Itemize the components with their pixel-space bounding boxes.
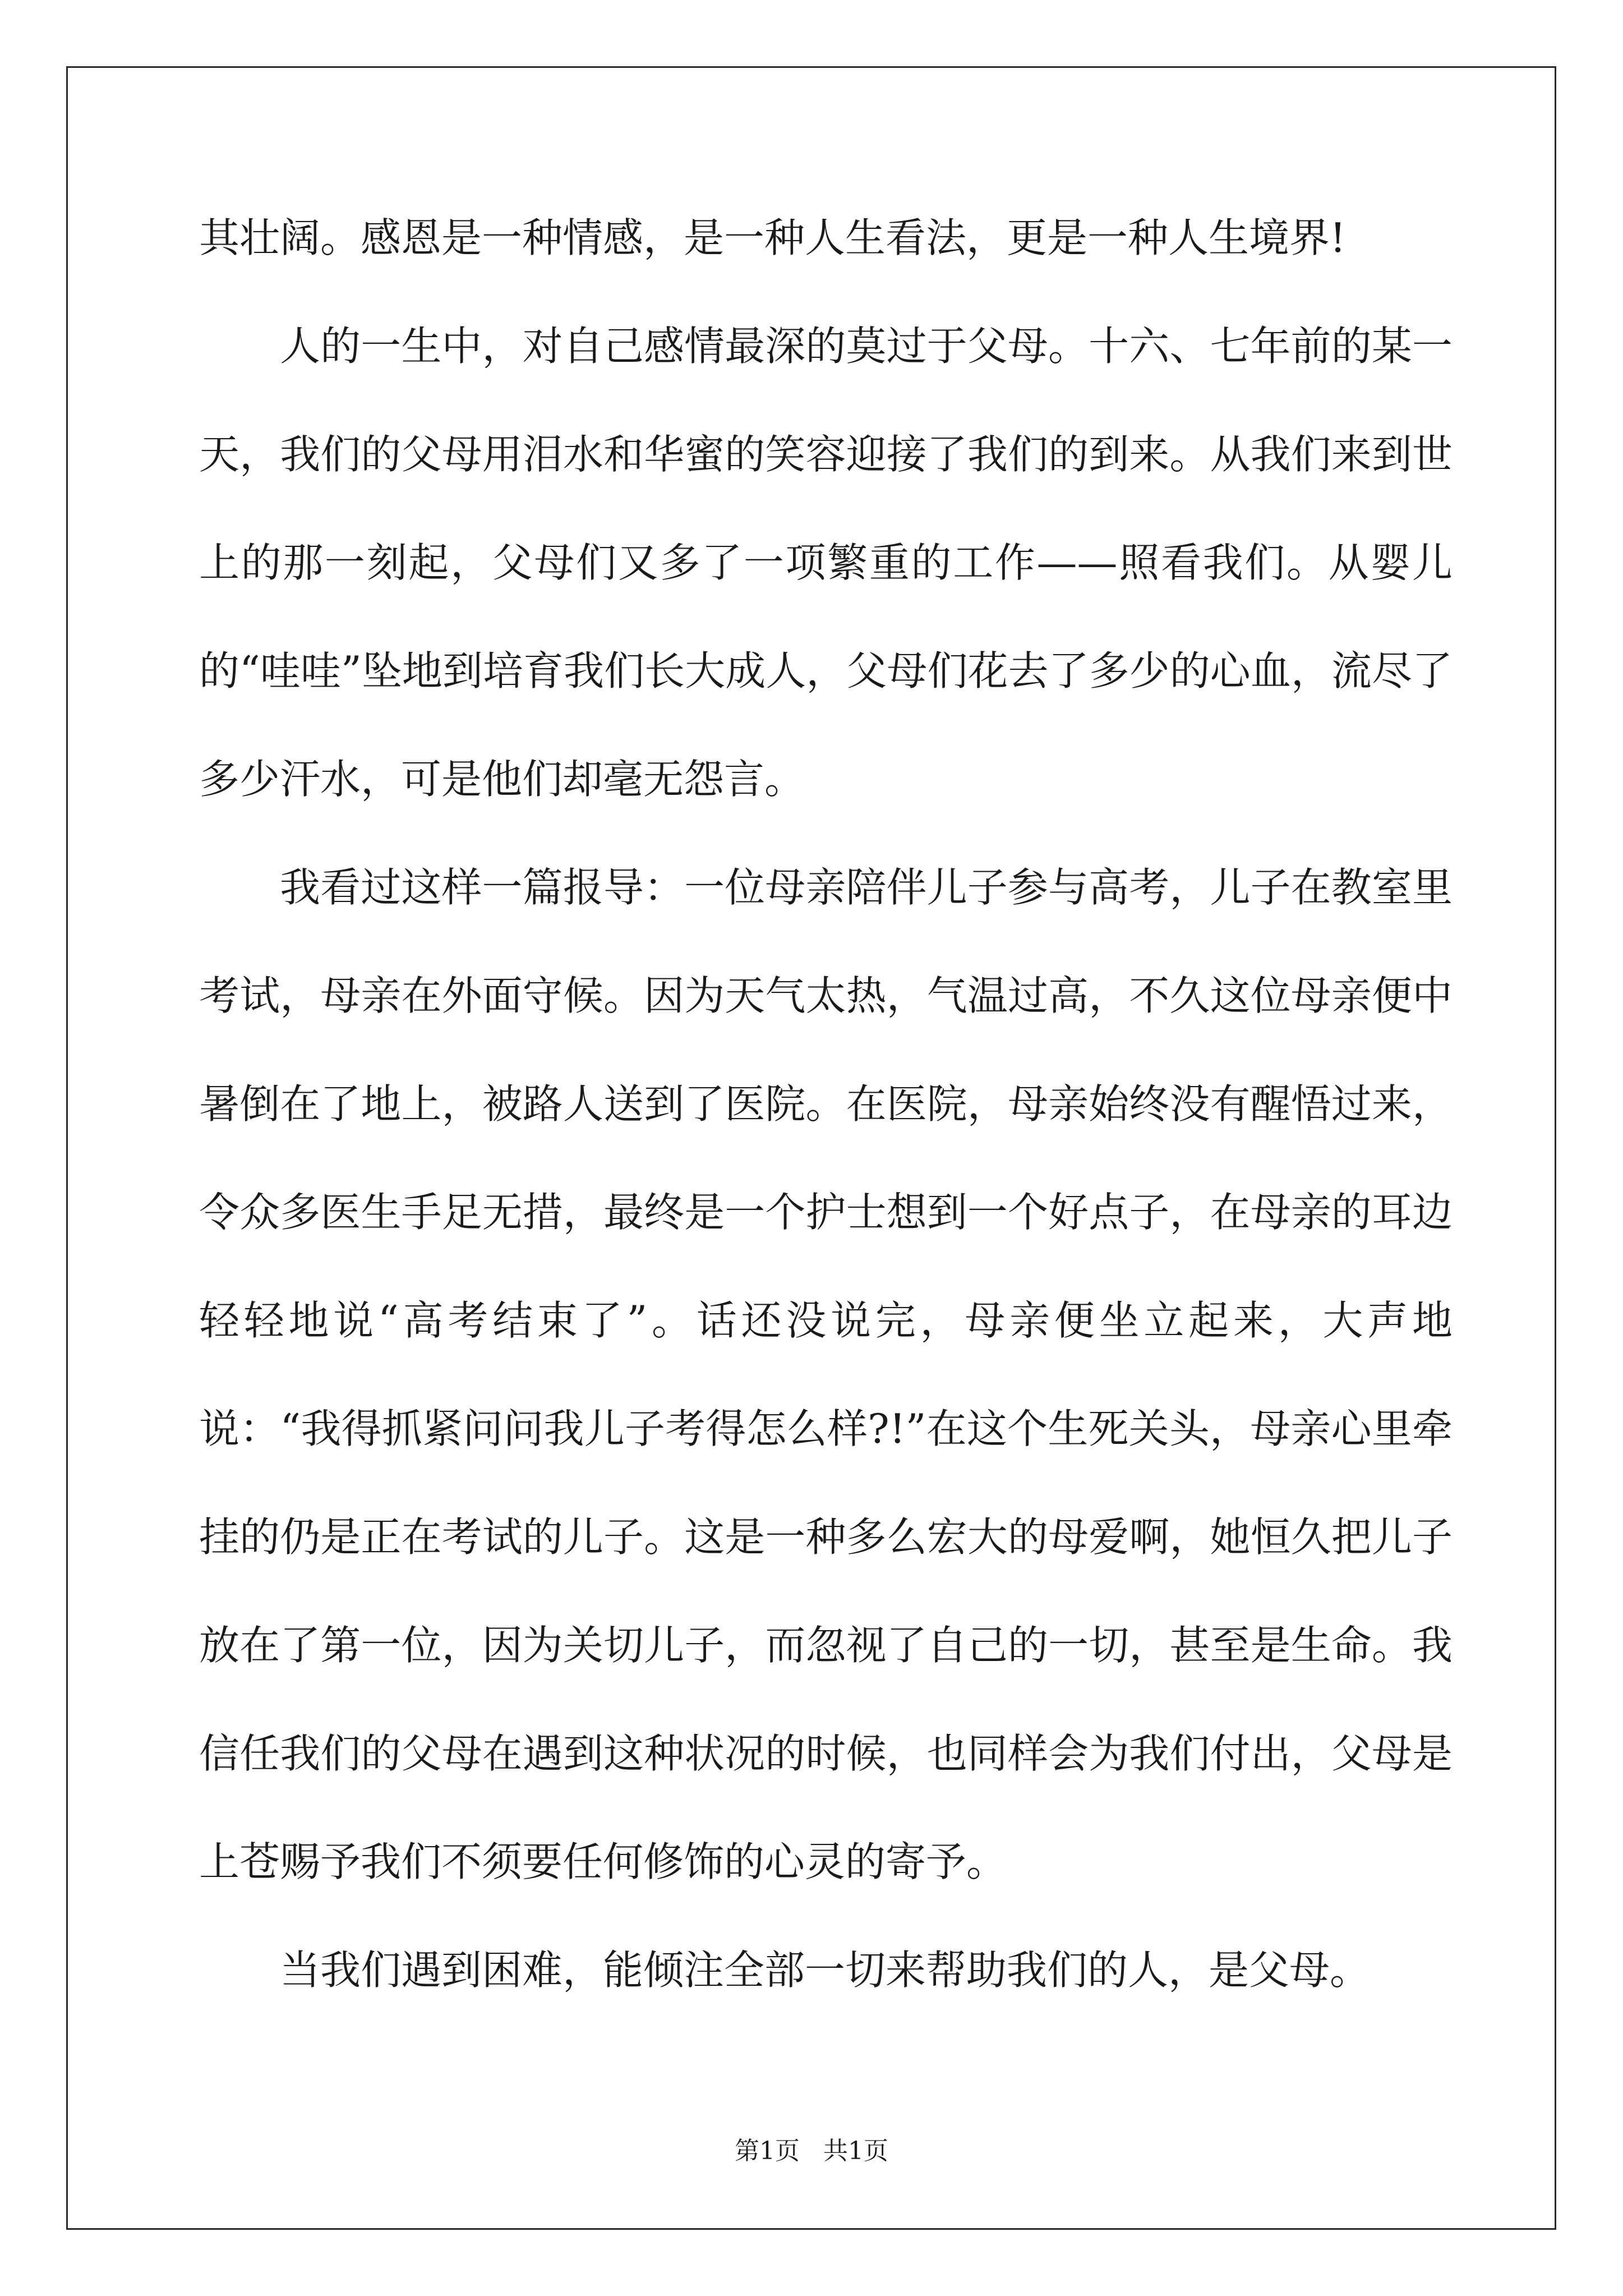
- paragraph-4: 当我们遇到困难，能倾注全部一切来帮助我们的人，是父母。: [280, 1947, 1371, 1994]
- document-body: [199, 184, 1453, 2024]
- page-footer: 第1页 共1页: [735, 2137, 888, 2165]
- paragraph-1: 其壮阔。感恩是一种情感，是一种人生看法，更是一种人生境界!: [199, 214, 1346, 261]
- paragraph-3: 我看过这样一篇报导：一位母亲陪伴儿子参与高考，儿子在教室里考试，母亲在外面守候。因为天气太热，气温过高，不久这位母亲便中暑倒在了地上，被路人送到了医院。在医院，母亲始终没有醒悟过来，令众多医生手足无措，最终是一个护士想到一个好点子，在母亲的耳边轻轻地说“高考结束了”。话还没说完，母亲便坐立起来，大声地说：“我得抓紧问问我儿子考得怎么样?!”在这个生死关头，母亲心里牵挂的仍是正在考试的儿子。这是一种多么宏大的母爱啊，她恒久把儿子放在了第一位，因为关切儿子，而忽视了自己的一切，甚至是生命。我信任我们的父母在遇到这种状况的时候，也同样会为我们付出，父母是上苍赐予我们不须要任何修饰的心灵的寄予。: [199, 864, 1453, 1885]
- paragraph-2: 人的一生中，对自己感情最深的莫过于父母。十六、七年前的某一天，我们的父母用泪水和华蜜的笑容迎接了我们的到来。从我们来到世上的那一刻起，父母们又多了一项繁重的工作——照看我们。从婴儿的“哇哇”坠地到培育我们长大成人，父母们花去了多少的心血，流尽了多少汗水，可是他们却毫无怨言。: [199, 323, 1453, 803]
